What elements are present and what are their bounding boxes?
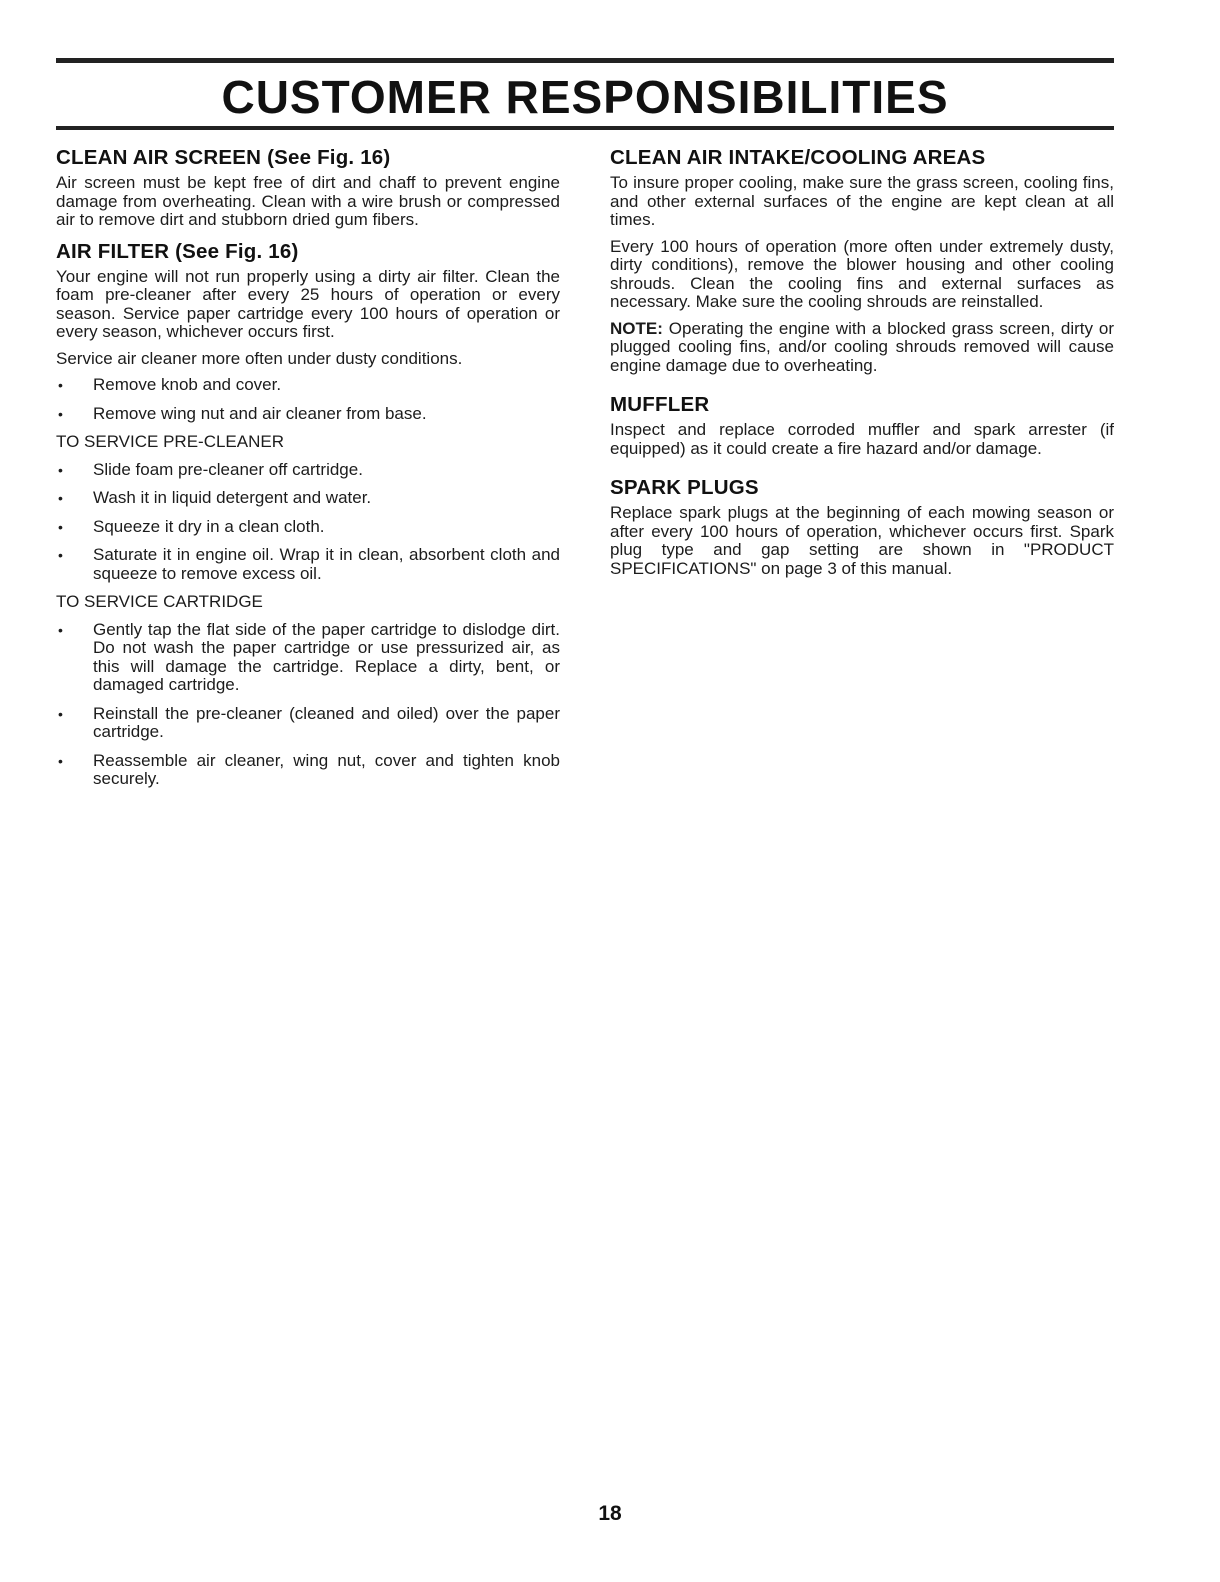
bullet-icon: • xyxy=(58,705,63,722)
list-item: • Saturate it in engine oil. Wrap it in clean, absorbent cloth and squeeze to remove excess oil. xyxy=(58,545,560,583)
list-item: • Remove knob and cover. xyxy=(58,375,282,394)
list-item: • Slide foam pre-cleaner off cartridge. xyxy=(58,459,363,479)
note-label: NOTE: xyxy=(610,318,663,338)
list-item: • Wash it in liquid detergent and water. xyxy=(58,488,372,507)
air-filter-heading: AIR FILTER (See Fig. 16) xyxy=(56,239,299,263)
bullet-icon: • xyxy=(58,461,63,478)
cartridge-subheading: TO SERVICE CARTRIDGE xyxy=(56,592,263,611)
clean-air-screen-heading: CLEAN AIR SCREEN (See Fig. 16) xyxy=(56,146,391,169)
intake-body-1: To insure proper cooling, make sure the grass screen, cooling fins, and other external surfaces of the engine are kept clean at all times. xyxy=(610,173,1114,229)
clean-air-screen-body: Air screen must be kept free of dirt and chaff to prevent engine damage from overheating. Clean with a wire brush or compressed air to remove dirt and stubborn dried gum fibers. xyxy=(56,173,560,229)
bullet-icon: • xyxy=(58,547,63,563)
bullet-icon: • xyxy=(58,405,63,422)
bullet-icon: • xyxy=(58,377,63,393)
intake-note xyxy=(610,320,1114,376)
air-filter-body-2: Service air cleaner more often under dusty conditions. xyxy=(56,348,463,368)
list-item: • Remove wing nut and air cleaner from base. xyxy=(58,403,427,423)
intake-body-2: Every 100 hours of operation (more often under extremely dusty, dirty conditions), remove the blower housing and other cooling shrouds. Clean the cooling fins and external surfaces as necessary. Make sure the cooling shrouds are reinstalled. xyxy=(610,236,1114,311)
list-item: • Squeeze it dry in a clean cloth. xyxy=(58,516,325,536)
title-rule-bottom xyxy=(56,126,1114,130)
note-text: Operating the engine with a blocked grass screen, dirty or plugged cooling fins, and/or cooling shrouds removed will cause engine damage due to overheating. xyxy=(610,318,1114,375)
cartridge-steps xyxy=(56,621,560,789)
muffler-body: Inspect and replace corroded muffler and spark arrester (if equipped) as it could create a fire hazard and/or damage. xyxy=(610,420,1114,458)
bullet-icon: • xyxy=(58,490,63,506)
pre-cleaner-subheading: TO SERVICE PRE-CLEANER xyxy=(56,432,284,451)
bullet-icon: • xyxy=(58,752,63,769)
spark-plugs-body: Replace spark plugs at the beginning of each mowing season or after every 100 hours of operation, whichever occurs first. Spark plug type and gap setting are shown in "PRODUCT SPECIFICATIONS" on page 3 of this manual. xyxy=(610,503,1114,578)
list-item: • Reassemble air cleaner, wing nut, cover and tighten knob securely. xyxy=(58,750,560,788)
pre-cleaner-steps xyxy=(56,461,560,584)
title-rule-top xyxy=(56,58,1114,63)
bullet-icon: • xyxy=(58,518,63,535)
page-title: CUSTOMER RESPONSIBILITIES xyxy=(221,71,949,123)
page-number: 18 xyxy=(598,1502,622,1525)
list-item: • Gently tap the flat side of the paper cartridge to dislodge dirt. Do not wash the paper cartridge or use pressurized air, as this will damage the cartridge. Replace a dirty, bent, or damaged cartridge. xyxy=(58,619,560,694)
air-filter-body-1: Your engine will not run properly using a dirty air filter. Clean the foam pre-cleaner after every 25 hours of operation or every season. Service paper cartridge every 100 hours of operation or every season, whichever occurs first. xyxy=(56,266,560,341)
air-filter-steps xyxy=(56,376,560,423)
left-column xyxy=(56,146,560,799)
right-column xyxy=(610,146,1114,586)
intake-heading: CLEAN AIR INTAKE/COOLING AREAS xyxy=(610,146,986,169)
muffler-heading: MUFFLER xyxy=(610,393,710,416)
list-item: • Reinstall the pre-cleaner (cleaned and oiled) over the paper cartridge. xyxy=(58,703,560,741)
spark-plugs-heading: SPARK PLUGS xyxy=(610,476,759,499)
bullet-icon: • xyxy=(58,621,63,638)
